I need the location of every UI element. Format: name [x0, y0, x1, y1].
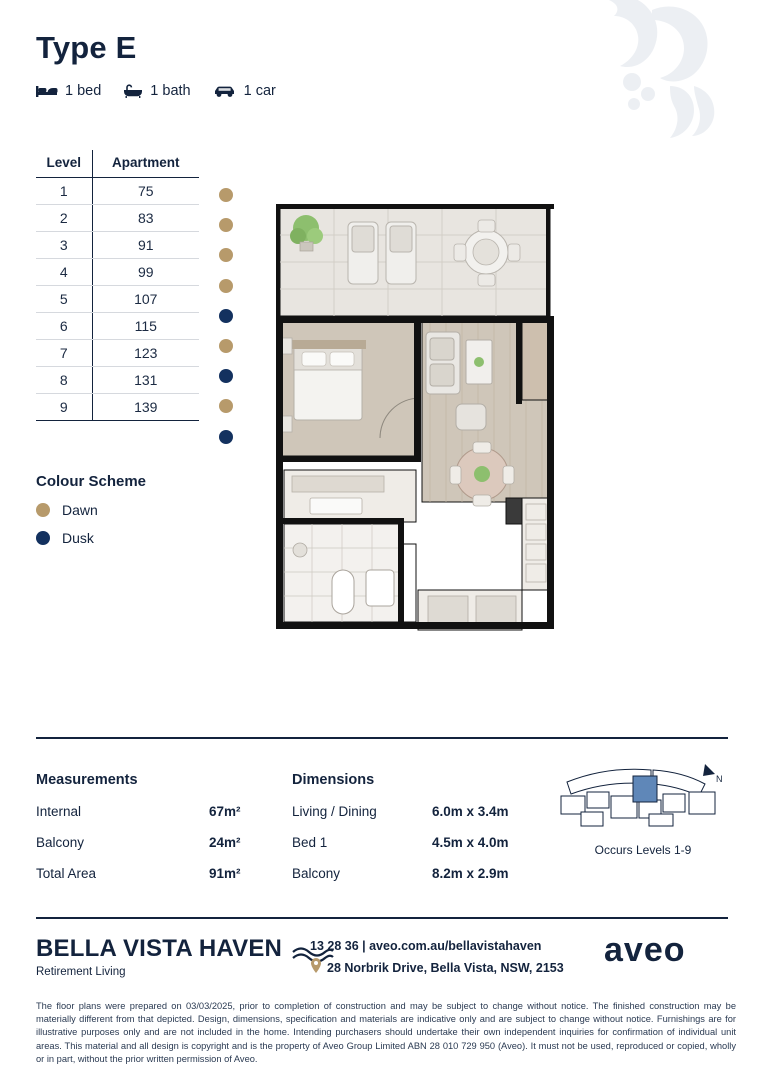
measurement-value: 24m² — [209, 835, 241, 850]
key-plan-diagram — [553, 762, 733, 830]
aveo-logo — [604, 930, 730, 975]
colour-scheme-label-dawn: Dawn — [62, 502, 98, 518]
colour-swatch-dusk — [36, 531, 50, 545]
table-row — [36, 286, 199, 313]
cell-level: 6 — [36, 313, 92, 340]
cell-level: 9 — [36, 394, 92, 421]
page-title: Type E — [36, 30, 137, 65]
scheme-dot-dawn — [219, 399, 233, 413]
cell-apartment: 99 — [92, 259, 199, 286]
table-row — [36, 178, 199, 205]
svg-text:aveo: aveo — [604, 931, 686, 969]
dimension-label: Balcony — [292, 866, 341, 881]
scheme-dot-dusk — [219, 430, 233, 444]
colour-scheme-item-dawn — [36, 502, 98, 518]
cell-apartment: 123 — [92, 340, 199, 367]
cell-apartment: 131 — [92, 367, 199, 394]
key-plan-caption: Occurs Levels 1-9 — [594, 843, 692, 857]
disclaimer-text: The floor plans were prepared on 03/03/2025, prior to completion of construction and may be subject to change without notice. The finished construction may be materially different from that depicted. Design, dimensions, specification and materials are indicative only and are subject to change without notice. Furnishings are for illustrative purposes only and are not included in the home. Intending purchasers should undertake their own independent inquiries for confirmation of individual unit areas. This material and all design is copyright and is the property of Aveo Group Limited ABN 28 010 729 950 (Aveo). It must not be used, reproduced or copied, wholly or in part, without the prior written permission of Aveo. — [36, 1001, 736, 1064]
cell-level: 8 — [36, 367, 92, 394]
key-plan — [553, 762, 733, 857]
dimension-row — [292, 804, 537, 819]
scheme-dot-dawn — [219, 248, 233, 262]
cell-level: 4 — [36, 259, 92, 286]
cell-apartment: 83 — [92, 205, 199, 232]
measurement-row — [36, 835, 271, 850]
spec-bed — [36, 83, 101, 99]
unit-specs — [36, 83, 276, 99]
scheme-dot-dawn — [219, 188, 233, 202]
bird-watermark-icon — [574, 0, 744, 160]
table-header-row — [36, 150, 199, 178]
column-header-apartment: Apartment — [92, 150, 199, 178]
dimension-label: Living / Dining — [292, 804, 377, 819]
measurement-value: 67m² — [209, 804, 241, 819]
colour-scheme-label-dusk: Dusk — [62, 530, 94, 546]
scheme-dot-dawn — [219, 279, 233, 293]
cell-apartment: 107 — [92, 286, 199, 313]
spec-bath-label: 1 bath — [150, 83, 191, 99]
measurement-row — [36, 804, 271, 819]
contact-phone-web[interactable]: 13 28 36 | aveo.com.au/bellavistahaven — [310, 939, 542, 953]
contact-block — [310, 936, 564, 981]
table-row — [36, 259, 199, 286]
brand-block — [36, 935, 334, 978]
dimension-row — [292, 835, 537, 850]
cell-level: 2 — [36, 205, 92, 232]
cell-level: 5 — [36, 286, 92, 313]
column-header-level: Level — [36, 150, 92, 178]
level-apartment-table — [36, 150, 241, 421]
dimension-row — [292, 866, 537, 881]
colour-swatch-dawn — [36, 503, 50, 517]
measurement-label: Total Area — [36, 866, 97, 881]
dimension-label: Bed 1 — [292, 835, 328, 850]
table-row — [36, 367, 199, 394]
dimensions-block — [292, 772, 537, 881]
spec-car-label: 1 car — [243, 83, 276, 99]
cell-level: 1 — [36, 178, 92, 205]
contact-address: 28 Norbrik Drive, Bella Vista, NSW, 2153 — [327, 961, 564, 976]
measurement-row — [36, 866, 271, 881]
location-pin-icon — [310, 958, 322, 981]
table-row — [36, 232, 199, 259]
cell-apartment: 115 — [92, 313, 199, 340]
measurements-title: Measurements — [36, 772, 138, 788]
cell-level: 7 — [36, 340, 92, 367]
divider-bottom — [36, 917, 728, 919]
scheme-dot-dusk — [219, 369, 233, 383]
compass-label: N — [716, 774, 723, 784]
cell-apartment: 91 — [92, 232, 199, 259]
bed-icon — [36, 84, 58, 98]
car-icon — [213, 84, 237, 98]
floor-plan-drawing — [270, 198, 560, 638]
scheme-dot-dawn — [219, 339, 233, 353]
bath-icon — [123, 84, 143, 98]
cell-level: 3 — [36, 232, 92, 259]
table-row — [36, 205, 199, 232]
table-row — [36, 394, 199, 421]
measurement-label: Balcony — [36, 835, 85, 850]
divider-top — [36, 737, 728, 739]
scheme-dot-dusk — [219, 309, 233, 323]
measurements-block — [36, 772, 271, 881]
cell-apartment: 75 — [92, 178, 199, 205]
table-row — [36, 340, 199, 367]
colour-scheme-title: Colour Scheme — [36, 473, 147, 490]
cell-apartment: 139 — [92, 394, 199, 421]
spec-bath — [123, 83, 190, 99]
spec-bed-label: 1 bed — [65, 83, 102, 99]
measurement-value: 91m² — [209, 866, 241, 881]
brand-subtitle: Retirement Living — [36, 966, 126, 978]
scheme-dot-dawn — [219, 218, 233, 232]
brand-name: BELLA VISTA HAVEN — [36, 935, 283, 962]
spec-car — [213, 83, 276, 99]
dimension-value: 6.0m x 3.4m — [432, 804, 509, 819]
dimensions-title: Dimensions — [292, 772, 375, 788]
table-row — [36, 313, 199, 340]
dimension-value: 4.5m x 4.0m — [432, 835, 509, 850]
north-arrow-icon — [703, 764, 723, 784]
colour-scheme-item-dusk — [36, 530, 94, 546]
dimension-value: 8.2m x 2.9m — [432, 866, 509, 881]
measurement-label: Internal — [36, 804, 82, 819]
